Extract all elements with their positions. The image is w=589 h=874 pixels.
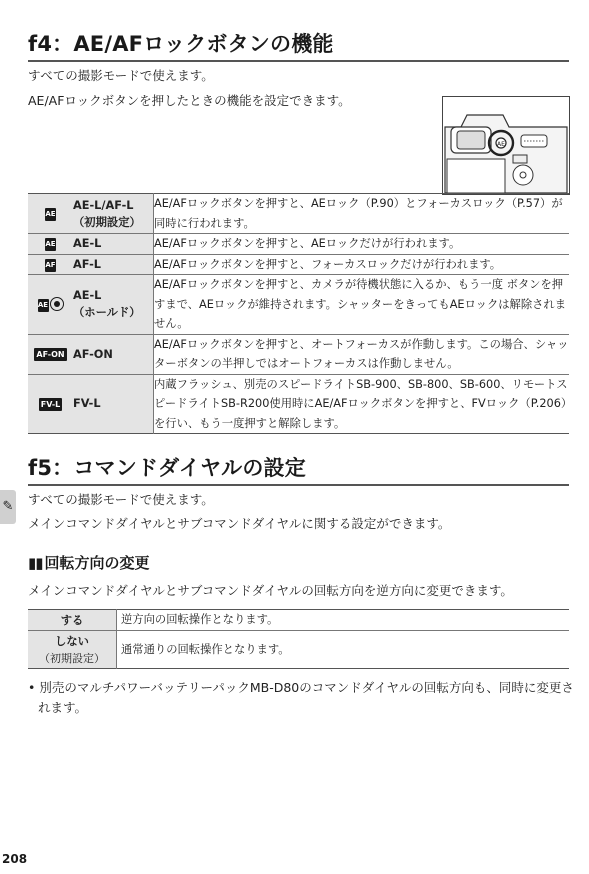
option-key: しない [55, 634, 89, 648]
f4-intro-desc: AE/AFロックボタンを押したときの機能を設定できます。 [28, 93, 351, 108]
f4-title-rule [28, 60, 569, 62]
option-label: AF-L [73, 254, 154, 275]
option-label-default: （初期設定） [73, 215, 141, 229]
option-description: 通常通りの回転操作となります。 [117, 631, 570, 669]
option-description: 逆方向の回転操作となります。 [117, 610, 570, 631]
f5-title: f5：コマンドダイヤルの設定 [28, 456, 306, 480]
ae-hold-icon: AE [28, 275, 73, 335]
option-label: AF-ON [73, 334, 154, 374]
option-label: AE-L [73, 289, 102, 303]
ae-lock-icon: AE [28, 194, 73, 234]
table-row [28, 254, 569, 275]
option-description: AE/AFロックボタンを押すと、カメラが待機状態に入るか、もう一度 ボタンを押すまで、AEロックが維持されます。シャッターをきってもAEロックは解除されません。 [154, 275, 570, 335]
rotation-settings-table [28, 609, 569, 669]
ae-lock-icon: AE [28, 234, 73, 255]
table-row [28, 374, 569, 434]
f4-title: f4：AE/AFロックボタンの機能 [28, 32, 334, 56]
f4-settings-table [28, 193, 569, 434]
pencil-icon: ✎ [2, 499, 14, 514]
rotation-subheading: ▮▮ 回転方向の変更 [28, 554, 150, 572]
option-label-hold: （ホールド） [73, 306, 141, 320]
custom-menu-tab [0, 490, 16, 524]
table-row [28, 631, 569, 669]
af-on-icon: AF-ON [28, 334, 73, 374]
option-description: AE/AFロックボタンを押すと、オートフォーカスが作動します。この場合、シャッターボタンの半押しではオートフォーカスは作動しません。 [154, 334, 570, 374]
option-description: AE/AFロックボタンを押すと、AEロック（P.90）とフォーカスロック（P.57）が同時に行われます。 [154, 194, 570, 234]
page-number: 208 [2, 852, 28, 866]
rotation-intro: メインコマンドダイヤルとサブコマンドダイヤルの回転方向を逆方向に変更できます。 [28, 583, 513, 598]
option-description: AE/AFロックボタンを押すと、フォーカスロックだけが行われます。 [154, 254, 570, 275]
f5-intro-modes: すべての撮影モードで使えます。 [28, 492, 214, 507]
table-row [28, 194, 569, 234]
option-key: する [28, 610, 117, 631]
option-key-default: （初期設定） [39, 651, 105, 665]
camera-drawing [443, 97, 569, 194]
f5-intro-desc: メインコマンドダイヤルとサブコマンドダイヤルに関する設定ができます。 [28, 516, 451, 531]
fv-lock-icon: FV-L [28, 374, 73, 434]
option-description: 内蔵フラッシュ、別売のスピードライトSB-900、SB-800、SB-600、リモートスピードライトSB-R200使用時にAE/AFロックボタンを押すと、FVロック（P.206）を行い、もう一度押すと解除します。 [154, 374, 570, 434]
af-lock-icon: AF [28, 254, 73, 275]
f4-intro-modes: すべての撮影モードで使えます。 [28, 68, 214, 83]
table-row [28, 234, 569, 255]
table-row [28, 610, 569, 631]
option-label: AE-L/AF-L [73, 198, 134, 212]
battery-pack-note: • 別売のマルチパワーバッテリーパックMB-D80のコマンドダイヤルの回転方向も、同時に変更されます。 [28, 680, 574, 715]
table-row [28, 334, 569, 374]
table-row [28, 275, 569, 335]
camera-back-illustration [442, 96, 570, 195]
hold-ring-icon [50, 297, 64, 311]
svg-text:AE: AE [497, 141, 505, 148]
option-label: FV-L [73, 374, 154, 434]
heading-bars-icon: ▮▮ [28, 554, 43, 572]
option-description: AE/AFロックボタンを押すと、AEロックだけが行われます。 [154, 234, 570, 255]
f5-title-rule [28, 484, 569, 486]
option-label: AE-L [73, 234, 154, 255]
